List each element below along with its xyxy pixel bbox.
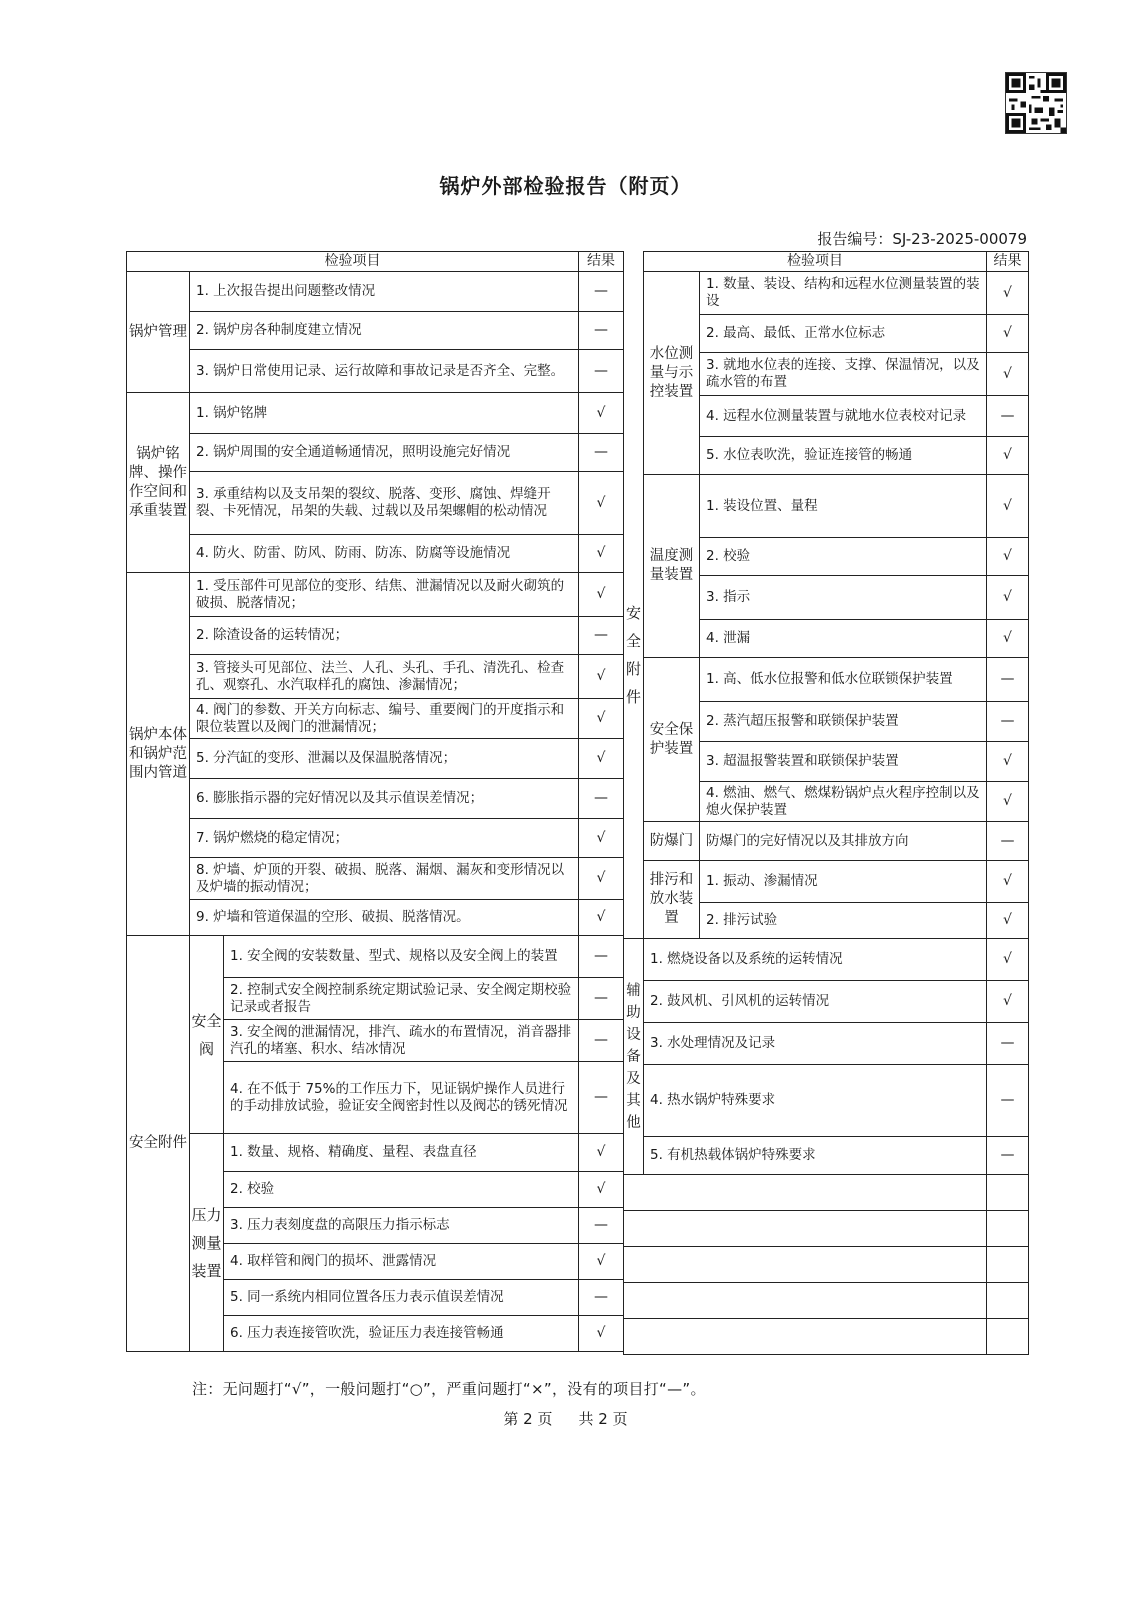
subcategory-pressure-gauge: 压力测量装置 (190, 1134, 224, 1352)
item-text: 2. 鼓风机、引风机的运转情况 (644, 981, 987, 1023)
item-result: √ (987, 437, 1029, 475)
table-row (624, 981, 1029, 1023)
item-text: 1. 上次报告提出问题整改情况 (190, 272, 579, 312)
right-header-item: 检验项目 (644, 252, 987, 272)
empty-cell (987, 1247, 1029, 1283)
item-text: 2. 校验 (224, 1172, 579, 1208)
empty-cell (624, 1247, 987, 1283)
page-total: 共 2 页 (578, 1410, 628, 1428)
table-row (127, 779, 624, 819)
item-result: √ (579, 1316, 624, 1352)
item-result: √ (579, 472, 624, 535)
table-row (624, 822, 1029, 861)
left-header-item: 检验项目 (127, 252, 579, 272)
item-result: √ (987, 861, 1029, 903)
item-result: — (579, 978, 624, 1020)
table-row (624, 1023, 1029, 1065)
right-section-label-column (624, 252, 644, 939)
report-number: 报告编号：SJ-23-2025-00079 (817, 230, 1027, 248)
item-result: — (987, 658, 1029, 702)
item-result: — (579, 272, 624, 312)
item-text: 9. 炉墙和管道保温的空形、破损、脱落情况。 (190, 900, 579, 936)
right-header-result: 结果 (987, 252, 1029, 272)
item-text: 3. 压力表刻度盘的高限压力指示标志 (224, 1208, 579, 1244)
table-row (624, 1137, 1029, 1175)
item-text: 4. 取样管和阀门的损坏、泄露情况 (224, 1244, 579, 1280)
item-result: — (987, 396, 1029, 437)
item-result: — (987, 1023, 1029, 1065)
empty-cell (624, 1175, 987, 1211)
item-text: 5. 分汽缸的变形、泄漏以及保温脱落情况； (190, 739, 579, 779)
item-text: 4. 远程水位测量装置与就地水位表校对记录 (700, 396, 987, 437)
item-result: — (579, 434, 624, 472)
item-result: — (579, 1020, 624, 1062)
item-result: — (579, 312, 624, 350)
item-result: √ (579, 573, 624, 617)
item-text: 3. 安全阀的泄漏情况，排汽、疏水的布置情况，消音器排汽孔的堵塞、积水、结冰情况 (224, 1020, 579, 1062)
empty-cell (987, 1211, 1029, 1247)
item-text: 3. 承重结构以及支吊架的裂纹、脱落、变形、腐蚀、焊缝开裂、卡死情况，吊架的失载、过载以及吊架螺帽的松动情况 (190, 472, 579, 535)
table-row (624, 658, 1029, 702)
empty-row (624, 1283, 1029, 1319)
category-explosion-door: 防爆门 (644, 822, 700, 861)
table-row (127, 699, 624, 739)
table-row (127, 739, 624, 779)
table-row (127, 573, 624, 617)
item-text: 1. 振动、渗漏情况 (700, 861, 987, 903)
item-text: 4. 在不低于 75%的工作压力下，见证锅炉操作人员进行的手动排放试验，验证安全阀密封性以及阀芯的锈死情况 (224, 1062, 579, 1134)
item-result: √ (579, 393, 624, 434)
item-result: — (579, 617, 624, 655)
item-result: — (987, 1137, 1029, 1175)
item-result: √ (987, 475, 1029, 538)
item-text: 5. 有机热载体锅炉特殊要求 (644, 1137, 987, 1175)
item-result: — (579, 1208, 624, 1244)
item-text: 1. 装设位置、量程 (700, 475, 987, 538)
item-result: √ (579, 1134, 624, 1172)
item-text: 6. 压力表连接管吹洗，验证压力表连接管畅通 (224, 1316, 579, 1352)
item-text: 2. 锅炉房各种制度建立情况 (190, 312, 579, 350)
item-text: 3. 锅炉日常使用记录、运行故障和事故记录是否齐全、完整。 (190, 350, 579, 393)
item-result: √ (579, 699, 624, 739)
item-result: √ (987, 538, 1029, 576)
table-row (127, 1134, 624, 1172)
item-result: — (579, 1280, 624, 1316)
item-result: √ (579, 819, 624, 858)
empty-cell (987, 1175, 1029, 1211)
page-current: 第 2 页 (503, 1410, 553, 1428)
item-result: √ (987, 353, 1029, 396)
item-result: √ (579, 655, 624, 699)
item-text: 2. 蒸汽超压报警和联锁保护装置 (700, 702, 987, 742)
item-text: 3. 管接头可见部位、法兰、人孔、头孔、手孔、清洗孔、检查孔、观察孔、水汽取样孔的腐蚀、渗漏情况； (190, 655, 579, 699)
item-result: √ (987, 315, 1029, 353)
item-text: 4. 泄漏 (700, 620, 987, 658)
item-text: 2. 控制式安全阀控制系统定期试验记录、安全阀定期校验记录或者报告 (224, 978, 579, 1020)
item-result: √ (987, 903, 1029, 939)
item-text: 3. 指示 (700, 576, 987, 620)
item-text: 1. 燃烧设备以及系统的运转情况 (644, 939, 987, 981)
table-row (127, 936, 624, 978)
item-text: 1. 数量、规格、精确度、量程、表盘直径 (224, 1134, 579, 1172)
item-result: — (579, 1062, 624, 1134)
item-result: √ (987, 981, 1029, 1023)
item-text: 防爆门的完好情况以及其排放方向 (700, 822, 987, 861)
item-text: 3. 就地水位表的连接、支撑、保温情况，以及疏水管的布置 (700, 353, 987, 396)
item-text: 4. 燃油、燃气、燃煤粉锅炉点火程序控制以及熄火保护装置 (700, 782, 987, 822)
table-row (624, 861, 1029, 903)
item-text: 1. 数量、装设、结构和远程水位测量装置的装设 (700, 272, 987, 315)
table-row (127, 272, 624, 312)
table-row (624, 939, 1029, 981)
table-row (624, 272, 1029, 315)
right-header-row (624, 252, 1029, 272)
item-text: 3. 超温报警装置和联锁保护装置 (700, 742, 987, 782)
empty-cell (624, 1283, 987, 1319)
item-result: √ (987, 576, 1029, 620)
left-inspection-table (126, 251, 624, 1352)
table-row (127, 900, 624, 936)
item-text: 3. 水处理情况及记录 (644, 1023, 987, 1065)
item-text: 6. 膨胀指示器的完好情况以及其示值误差情况； (190, 779, 579, 819)
item-result: √ (579, 900, 624, 936)
category-boiler-body-piping: 锅炉本体和锅炉范围内管道 (127, 573, 190, 936)
item-text: 4. 热水锅炉特殊要求 (644, 1065, 987, 1137)
empty-row (624, 1247, 1029, 1283)
item-text: 8. 炉墙、炉顶的开裂、破损、脱落、漏烟、漏灰和变形情况以及炉墙的振动情况； (190, 858, 579, 900)
page-indicator (0, 1408, 1131, 1429)
left-header-row (127, 252, 624, 272)
category-nameplate-bearing: 锅炉铭牌、操作作空间和承重装置 (127, 393, 190, 573)
left-header-result: 结果 (579, 252, 624, 272)
item-result: — (987, 822, 1029, 861)
table-row (127, 393, 624, 434)
table-row (127, 655, 624, 699)
item-text: 1. 安全阀的安装数量、型式、规格以及安全阀上的装置 (224, 936, 579, 978)
page-title: 锅炉外部检验报告（附页） (439, 174, 692, 198)
item-result: — (579, 779, 624, 819)
table-row (127, 472, 624, 535)
empty-cell (624, 1319, 987, 1355)
table-row (127, 858, 624, 900)
item-result: √ (987, 620, 1029, 658)
item-result: √ (987, 742, 1029, 782)
item-text: 2. 校验 (700, 538, 987, 576)
category-boiler-management: 锅炉管理 (127, 272, 190, 393)
section-safety-accessories: 安全附件 (625, 603, 641, 706)
empty-cell (987, 1319, 1029, 1355)
table-row (624, 475, 1029, 538)
item-text: 4. 防火、防雷、防风、防雨、防冻、防腐等设施情况 (190, 535, 579, 573)
subcategory-safety-valve: 安全阀 (190, 936, 224, 1134)
item-text: 2. 最高、最低、正常水位标志 (700, 315, 987, 353)
item-result: √ (579, 535, 624, 573)
category-auxiliary: 辅助设备及其他 (624, 939, 644, 1175)
category-safety-protection: 安全保护装置 (644, 658, 700, 822)
empty-row (624, 1211, 1029, 1247)
item-result: √ (579, 858, 624, 900)
qr-code (1005, 72, 1067, 134)
category-temperature: 温度测量装置 (644, 475, 700, 658)
category-water-level: 水位测量与示控装置 (644, 272, 700, 475)
table-row (127, 434, 624, 472)
item-result: — (579, 936, 624, 978)
item-text: 2. 排污试验 (700, 903, 987, 939)
item-text: 4. 阀门的参数、开关方向标志、编号、重要阀门的开度指示和限位装置以及阀门的泄漏情况； (190, 699, 579, 739)
category-safety-accessories: 安全附件 (127, 936, 190, 1352)
item-text: 7. 锅炉燃烧的稳定情况； (190, 819, 579, 858)
empty-cell (624, 1211, 987, 1247)
table-row (127, 617, 624, 655)
item-result: — (987, 702, 1029, 742)
item-text: 2. 锅炉周围的安全通道畅通情况，照明设施完好情况 (190, 434, 579, 472)
empty-row (624, 1175, 1029, 1211)
table-row (127, 819, 624, 858)
item-result: — (987, 1065, 1029, 1137)
table-row (127, 350, 624, 393)
item-text: 1. 高、低水位报警和低水位联锁保护装置 (700, 658, 987, 702)
item-result: √ (579, 1244, 624, 1280)
item-text: 2. 除渣设备的运转情况； (190, 617, 579, 655)
category-drain: 排污和放水装置 (644, 861, 700, 939)
item-result: √ (579, 739, 624, 779)
table-row (127, 312, 624, 350)
item-result: √ (579, 1172, 624, 1208)
item-result: — (579, 350, 624, 393)
footnote: 注：无问题打“√”，一般问题打“○”，严重问题打“×”，没有的项目打“—”。 (192, 1380, 706, 1398)
item-text: 1. 受压部件可见部位的变形、结焦、泄漏情况以及耐火砌筑的破损、脱落情况； (190, 573, 579, 617)
item-text: 5. 同一系统内相同位置各压力表示值误差情况 (224, 1280, 579, 1316)
empty-cell (987, 1283, 1029, 1319)
item-text: 5. 水位表吹洗，验证连接管的畅通 (700, 437, 987, 475)
item-result: √ (987, 939, 1029, 981)
item-result: √ (987, 782, 1029, 822)
table-row (624, 1065, 1029, 1137)
empty-row (624, 1319, 1029, 1355)
table-row (127, 535, 624, 573)
right-inspection-table (623, 251, 1029, 1355)
item-result: √ (987, 272, 1029, 315)
item-text: 1. 锅炉铭牌 (190, 393, 579, 434)
